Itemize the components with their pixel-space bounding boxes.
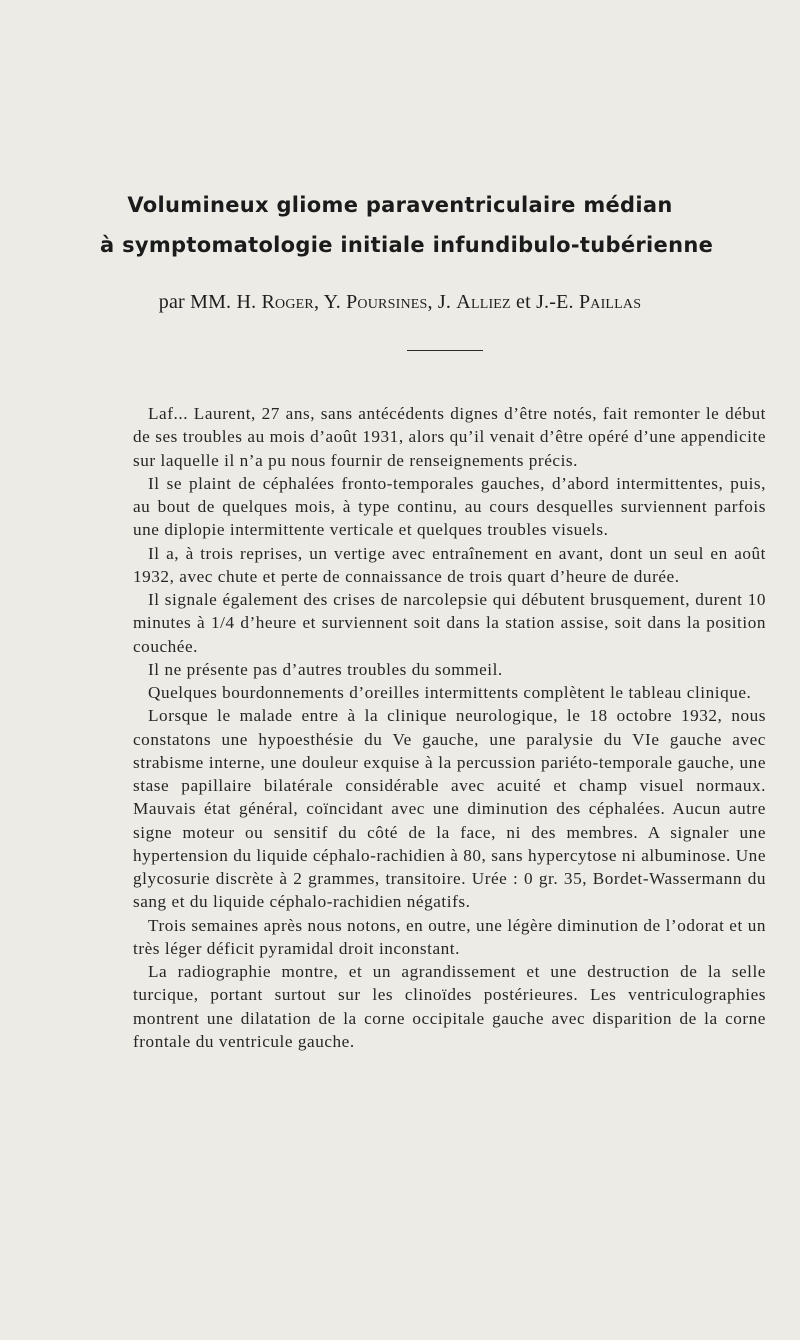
author-1-name: Roger <box>261 291 314 313</box>
paragraph-3: Il a, à trois reprises, un vertige avec entraînement en avant, dont un seul en août 1932, avec chute et perte de connaissance de trois quart d’heure de durée. <box>133 543 766 586</box>
author-3-name: Alliez <box>456 291 511 313</box>
paragraph-1: Laf... Laurent, 27 ans, sans antécédents dignes d’être notés, fait remonter le début de ses troubles au mois d’août 1931, alors qu’il venait d’être opéré d’une appendicite sur laquelle il n’a pu nous fournir de renseignements précis. <box>133 404 766 470</box>
author-4-initial: J.-E. <box>536 291 574 313</box>
article-title-line-1: Volumineux gliome paraventriculaire médian <box>127 193 673 217</box>
author-conjunction: et <box>516 291 531 313</box>
title-divider <box>407 350 483 351</box>
author-4-name: Paillas <box>578 291 642 313</box>
author-prefix: par MM. <box>158 291 232 313</box>
author-3-initial: J. <box>437 291 452 313</box>
paragraph-4: Il signale également des crises de narcolepsie qui débutent brusquement, durent 10 minutes à 1/4 d’heure et surviennent soit dans la station assise, soit dans la position couchée. <box>133 590 766 656</box>
author-2-name: Poursines <box>346 291 428 313</box>
paragraph-7: Lorsque le malade entre à la clinique neurologique, le 18 octobre 1932, nous constatons une hypoesthésie du Ve gauche, une paralysie du VIe gauche avec strabisme interne, une douleur exquise à la percussion pariéto-temporale gauche, une stase papillaire bilatérale considérable avec acuité et champ visuel normaux. Mauvais état général, coïncidant avec une diminution des céphalées. Aucun autre signe moteur ou sensitif du côté de la face, ni des membres. A signaler une hypertension du liquide céphalo-rachidien à 80, sans hypercytose ni albuminose. Une glycosurie discrète à 2 grammes, transitoire. Urée : 0 gr. 35, Bordet-Wassermann du sang et du liquide céphalo-rachidien négatifs. <box>133 706 766 912</box>
paragraph-5: Il ne présente pas d’autres troubles du sommeil. <box>148 659 503 679</box>
author-2-initial: Y. <box>323 291 341 313</box>
author-line: par MM. H. Roger, Y. Poursines, J. Alliez et J.-E. Paillas <box>158 291 642 313</box>
article-body <box>133 402 766 1053</box>
paragraph-8: Trois semaines après nous notons, en outre, une légère diminution de l’odorat et un très léger déficit pyramidal droit inconstant. <box>133 915 766 958</box>
paragraph-6: Quelques bourdonnements d’oreilles intermittents complètent le tableau clinique. <box>148 683 752 702</box>
article-title-line-2: à symptomatologie initiale infundibulo-tubérienne <box>100 233 714 257</box>
paragraph-9: La radiographie montre, et un agrandissement et une destruction de la selle turcique, portant surtout sur les clinoïdes postérieures. Les ventriculographies montrent une dilatation de la corne occipitale gauche avec disparition de la corne frontale du ventricule gauche. <box>133 962 766 1051</box>
paragraph-2: Il se plaint de céphalées fronto-temporales gauches, d’abord intermittentes, puis, au bout de quelques mois, à type continu, au cours desquelles surviennent parfois une diplopie intermittente verticale et quelques troubles visuels. <box>133 473 766 540</box>
author-1-initial: H. <box>236 291 257 313</box>
